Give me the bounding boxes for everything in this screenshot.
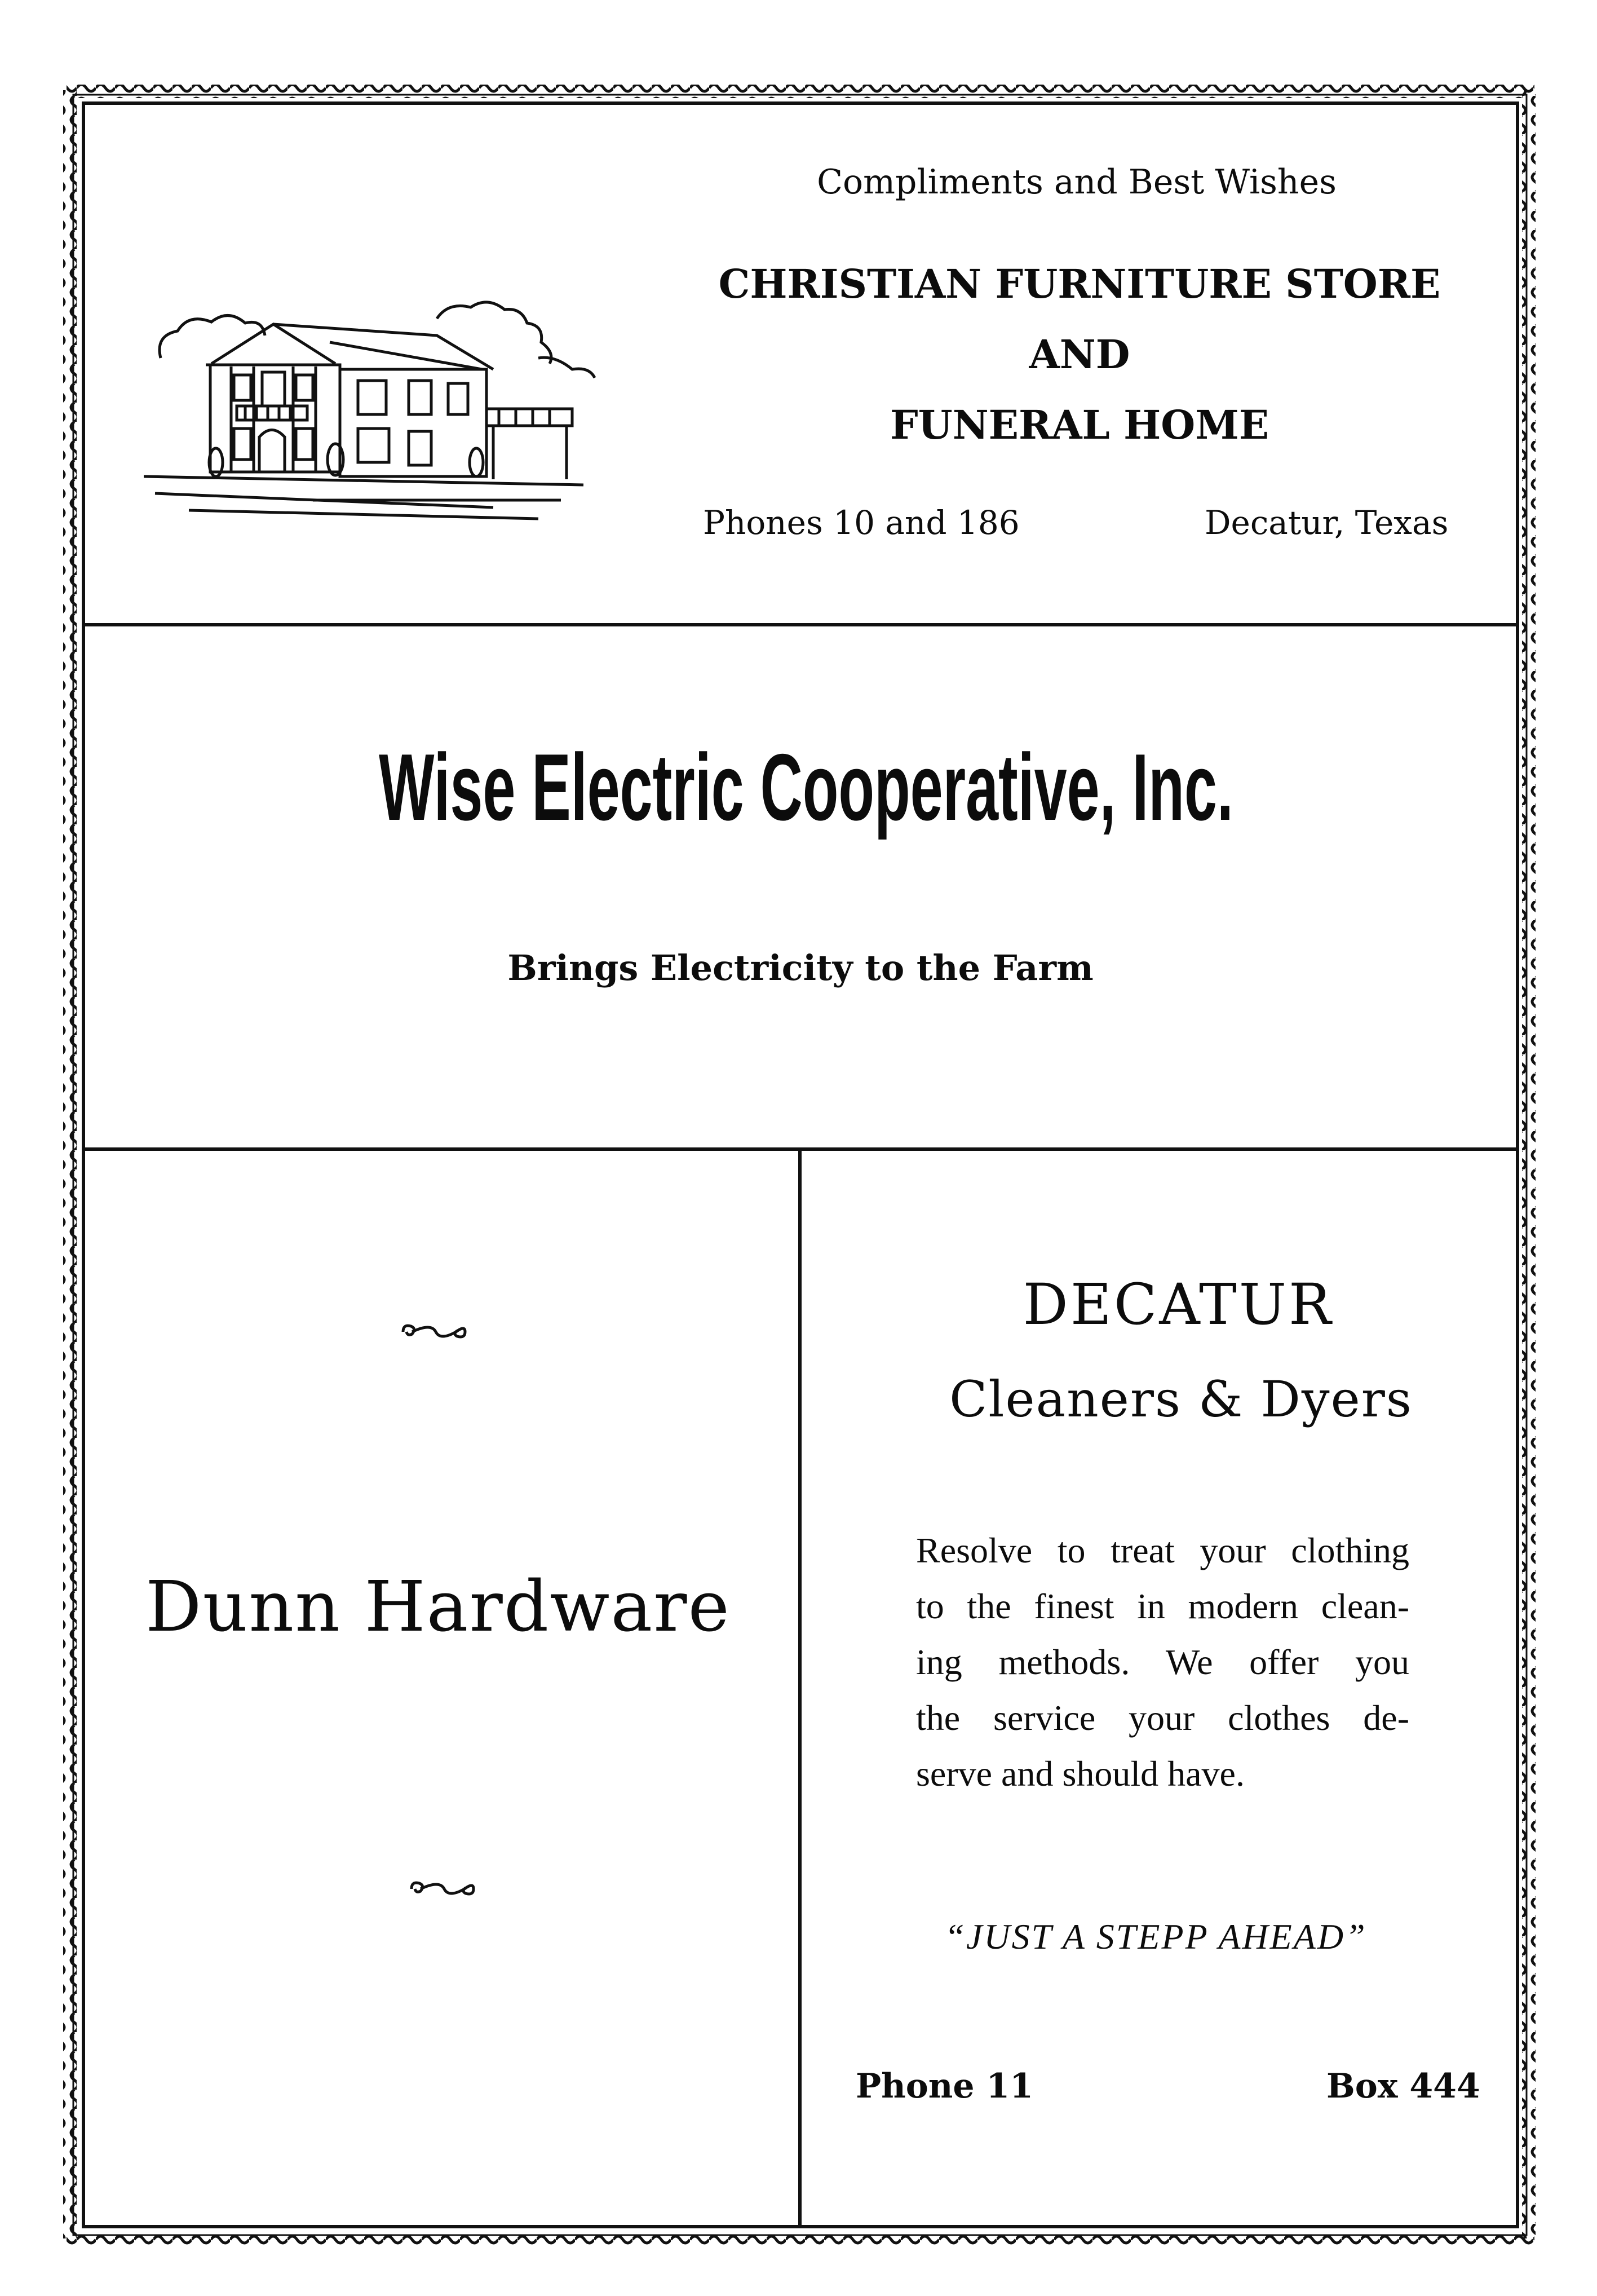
christian-phones: Phones 10 and 186 bbox=[703, 504, 1020, 542]
decatur-body-line: Resolve to treat your clothing bbox=[916, 1530, 1409, 1570]
decatur-body-line: ing methods. We offer you bbox=[916, 1642, 1409, 1682]
wise-electric-tagline: Brings Electricity to the Farm bbox=[507, 947, 1094, 988]
christian-name-line1: CHRISTIAN FURNITURE STORE bbox=[718, 260, 1441, 307]
decatur-slogan: “JUST A STEPP AHEAD” bbox=[944, 1917, 1367, 1957]
decatur-phone: Phone 11 bbox=[856, 2067, 1033, 2106]
christian-name-line2: AND bbox=[1029, 331, 1130, 378]
flourish-ornament-icon bbox=[406, 1876, 479, 1901]
wise-electric-name: Wise Electric Cooperative, Inc. bbox=[379, 734, 1233, 840]
decatur-title: DECATUR bbox=[1023, 1271, 1334, 1337]
decatur-body-line: the service your clothes de- bbox=[916, 1698, 1409, 1738]
flourish-ornament-icon bbox=[397, 1319, 471, 1344]
christian-name-line3: FUNERAL HOME bbox=[890, 401, 1269, 448]
decatur-box: Box 444 bbox=[1326, 2067, 1480, 2106]
dunn-hardware-name: Dunn Hardware bbox=[145, 1566, 731, 1648]
decatur-subtitle: Cleaners & Dyers bbox=[949, 1370, 1413, 1428]
compliments-line: Compliments and Best Wishes bbox=[817, 162, 1337, 202]
decatur-body bbox=[916, 1522, 1409, 1802]
decatur-body-line: serve and should have. bbox=[916, 1754, 1245, 1794]
divider-1 bbox=[82, 623, 1519, 626]
decatur-body-line: to the finest in modern clean- bbox=[916, 1586, 1409, 1626]
divider-vertical bbox=[798, 1149, 802, 2226]
funeral-home-building-illustration bbox=[144, 290, 634, 527]
christian-location: Decatur, Texas bbox=[1205, 504, 1449, 542]
